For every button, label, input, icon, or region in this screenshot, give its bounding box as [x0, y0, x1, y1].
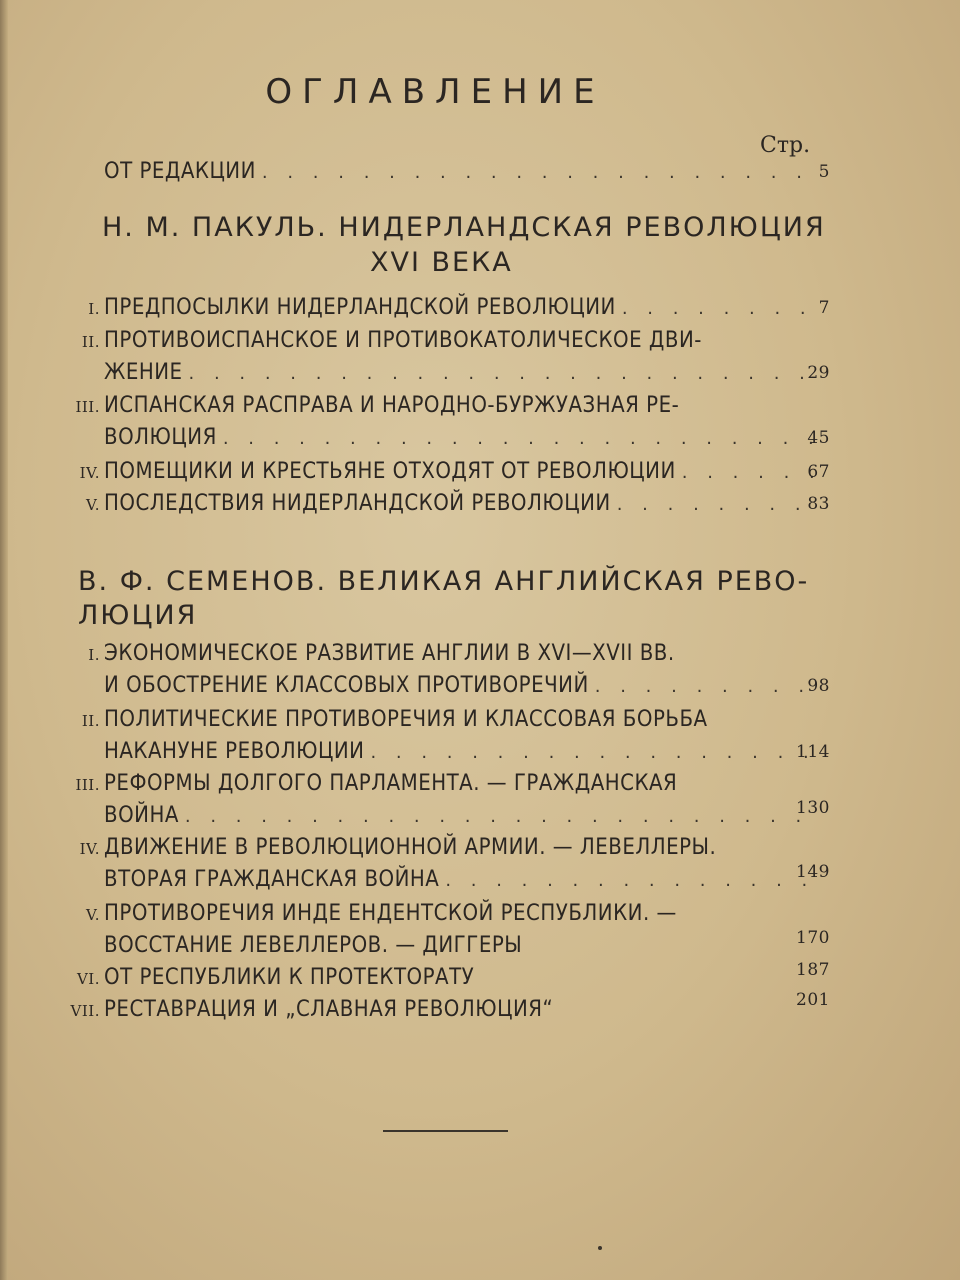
toc-entry[interactable]: VI. ОТ РЕСПУБЛИКИ К ПРОТЕКТОРАТУ 187 [70, 962, 830, 994]
toc-entry[interactable]: I. ЭКОНОМИЧЕСКОЕ РАЗВИТИЕ АНГЛИИ В XVI—XVII ВВ. И ОБОСТРЕНИЕ КЛАССОВЫХ ПРОТИВОРЕЧИЙ . . . 98 [70, 638, 830, 702]
page-title: ОГЛАВЛЕНИЕ [265, 72, 605, 112]
toc-page-number: 7 [818, 298, 830, 318]
toc-page-number: 29 [807, 363, 830, 383]
toc-entry-intro[interactable] [70, 156, 830, 188]
toc-page-number: 98 [807, 676, 830, 696]
toc-entry[interactable]: III. РЕФОРМЫ ДОЛГОГО ПАРЛАМЕНТА. — ГРАЖДАНСКАЯ ВОЙНА . . . 130 [70, 768, 830, 832]
toc-entry-label: ОТ РЕДАКЦИИ [104, 159, 256, 184]
toc-entry[interactable]: IV. ПОМЕЩИКИ И КРЕСТЬЯНЕ ОТХОДЯТ ОТ РЕВОЛЮЦИИ . . . 67 [70, 456, 830, 488]
toc-page-number: 201 [796, 990, 830, 1010]
leader-dots [189, 358, 820, 390]
toc-entry[interactable]: VII. РЕСТАВРАЦИЯ И „СЛАВНАЯ РЕВОЛЮЦИЯ“ 201 [70, 994, 830, 1026]
toc-entry[interactable]: I. ПРЕДПОСЫЛКИ НИДЕРЛАНДСКОЙ РЕВОЛЮЦИИ . . . 7 [70, 292, 830, 324]
part2-heading-line2: ЛЮЦИЯ [78, 600, 198, 631]
part1-heading-line2: XVI ВЕКА [370, 247, 513, 278]
part2-heading-line1: В. Ф. СЕМЕНОВ. ВЕЛИКАЯ АНГЛИЙСКАЯ РЕВО- [78, 566, 810, 597]
part1-heading-line1: Н. М. ПАКУЛЬ. НИДЕРЛАНДСКАЯ РЕВОЛЮЦИЯ [102, 212, 826, 243]
toc-page-number: 187 [796, 960, 830, 980]
toc-page-number: 67 [807, 462, 830, 482]
toc-page-number: 83 [807, 494, 830, 514]
paper-speck [598, 1246, 602, 1250]
page-column-header: Стр. [760, 133, 811, 158]
toc-page-number: 114 [796, 742, 830, 762]
toc-entry[interactable]: III. ИСПАНСКАЯ РАСПРАВА И НАРОДНО-БУРЖУАЗНАЯ РЕ- ВОЛЮЦИЯ . . . 45 [70, 390, 830, 454]
toc-page-number: 45 [807, 428, 830, 448]
toc-entry[interactable]: II. ПОЛИТИЧЕСКИЕ ПРОТИВОРЕЧИЯ И КЛАССОВАЯ БОРЬБА НАКАНУНЕ РЕВОЛЮЦИИ . . . 114 [70, 704, 830, 768]
leader-dots [223, 423, 820, 455]
leader-dots [370, 737, 820, 769]
toc-page-number: 130 [796, 798, 830, 818]
toc-entry[interactable]: II. ПРОТИВОИСПАНСКОЕ И ПРОТИВОКАТОЛИЧЕСКОЕ ДВИ- ЖЕНИЕ . . . 29 [70, 325, 830, 389]
leader-dots [185, 801, 820, 833]
toc-entry[interactable]: IV. ДВИЖЕНИЕ В РЕВОЛЮЦИОННОЙ АРМИИ. — ЛЕВЕЛЛЕРЫ. ВТОРАЯ ГРАЖДАНСКАЯ ВОЙНА . . . 149 [70, 832, 830, 896]
toc-page-number: 5 [818, 162, 830, 182]
toc-page-number: 170 [796, 928, 830, 948]
toc-page-number: 149 [796, 862, 830, 882]
toc-entry[interactable]: V. ПРОТИВОРЕЧИЯ ИНДЕ ЕНДЕНТСКОЙ РЕСПУБЛИКИ. — ВОССТАНИЕ ЛЕВЕЛЛЕРОВ. — ДИГГЕРЫ 170 [86, 901, 830, 958]
page-edge-shadow [0, 0, 8, 1280]
closing-rule [383, 1130, 508, 1132]
leader-dots [445, 865, 820, 897]
toc-entry[interactable]: V. ПОСЛЕДСТВИЯ НИДЕРЛАНДСКОЙ РЕВОЛЮЦИИ . . . 83 [70, 488, 830, 520]
leader-dots [262, 157, 820, 189]
